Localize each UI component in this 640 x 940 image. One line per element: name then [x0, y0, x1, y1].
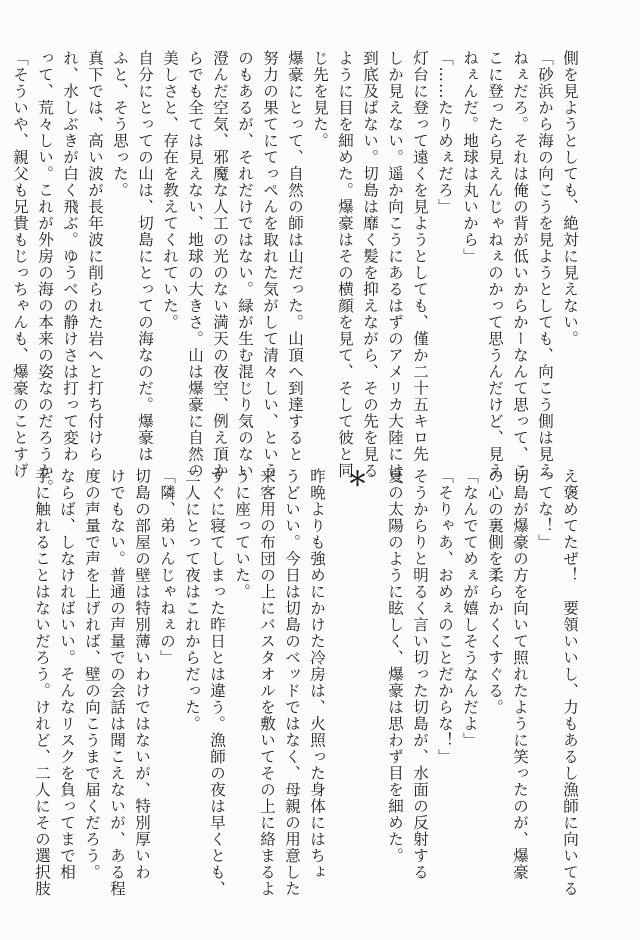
- text-line: うに座っていた。: [233, 468, 251, 600]
- text-line: れ、水しぶきが白く飛ぶ。ゆうべの静けさは打って変わ: [61, 50, 79, 463]
- text-line: 夏の太陽のように眩しく、爆豪は思わず目を細めた。: [386, 468, 404, 864]
- text-line: 側を見ようとしても、絶対に見えない。: [561, 50, 579, 347]
- text-line: じ先を見た。: [311, 50, 329, 149]
- text-line: 灯台に登って遠くを見ようとしても、僅か二十五キロ先: [411, 50, 429, 463]
- text-line: のもあるが、それだけではない。緑が生む混じり気のない: [236, 50, 254, 479]
- text-line: の心の裏側を柔らかくくすぐる。: [486, 468, 504, 716]
- text-block-top: [11, 50, 582, 496]
- text-line: ねぇんだ。地球は丸いから」: [461, 50, 479, 265]
- text-line: 美しさと、存在を教えてくれていた。: [161, 50, 179, 331]
- text-line: 二人にとって夜はこれからだった。: [183, 468, 201, 732]
- text-line: 努力の果てにてっぺんを取れた気がして清々しい、という: [261, 50, 279, 479]
- text-line: うどいい。今日は切島のベッドではなく、母親の用意した: [283, 468, 301, 897]
- text-line: けでもない。普通の声量での会話は聞こえないが、ある程: [108, 468, 126, 897]
- text-line: 手に触れることはないだろう。けれど、二人にその選択肢: [33, 468, 51, 897]
- text-line: 到底及ばない。切島は靡く髪を抑えながら、その先を見る: [361, 50, 379, 479]
- text-line: 切島の部屋の壁は特別薄いわけではないが、特別厚いわ: [133, 468, 151, 881]
- text-line: って、荒々しい。これが外房の海の本来の姿なのだろうか。: [36, 50, 54, 496]
- text-line: 「そういや、親父も兄貴もじっちゃんも、爆豪のことすげ: [11, 50, 29, 479]
- text-line: 来客用の布団の上にバスタオルを敷いてその上に絡まるよ: [258, 468, 276, 897]
- text-line: 「……たりめぇだろ」: [436, 50, 454, 215]
- text-line: ってな！」: [536, 468, 554, 551]
- text-block-bottom: [33, 468, 582, 897]
- text-line: 「なんでてめぇが嬉しそうなんだよ」: [461, 468, 479, 749]
- text-line: ように目を細めた。爆豪はその横顔を見て、そして彼と同: [336, 50, 354, 479]
- text-line: らでも全ては見えない、地球の大きさ。山は爆豪に自然の: [186, 50, 204, 479]
- text-line: 切島が爆豪の方を向いて照れたように笑ったのが、爆豪: [511, 468, 529, 881]
- text-line: こに登ったら見えんじゃねぇのかって思うんだけど、見え: [486, 50, 504, 479]
- text-line: 度の声量で声を上げれば、壁の向こうまで届くだろう。: [83, 468, 101, 881]
- text-line: そうからりと明るく言い切った切島が、水面の反射する: [411, 468, 429, 881]
- text-line: え褒めてたぜ！ 要領いいし、力もあるし漁師に向いてる: [561, 468, 579, 897]
- text-line: 自分にとっての山は、切島にとっての海なのだ。爆豪は: [136, 50, 154, 463]
- blank-line: [329, 468, 343, 880]
- text-line: 澄んだ空気、邪魔な人工の光のない満天の夜空、例え頂か: [211, 50, 229, 479]
- text-line: ふと、そう思った。: [111, 50, 129, 199]
- text-line: 「そりゃあ、おめぇのことだからな！」: [436, 468, 454, 765]
- text-line: 昨晩よりも強めにかけた冷房は、火照った身体にはちょ: [308, 468, 326, 881]
- text-line: すぐに寝てしまった昨日とは違う。漁師の夜は早くとも、: [208, 468, 226, 897]
- text-line: 「砂浜から海の向こうを見ようとしても、向こう側は見え: [536, 50, 554, 479]
- section-break-asterisk: ＊: [344, 468, 368, 489]
- text-line: 「隣、弟いんじゃねぇの」: [158, 468, 176, 666]
- text-line: 真下では、高い波が長年波に削られた岩へと打ち付けら: [86, 50, 104, 463]
- text-line: ねぇだろ。それは俺の背が低いからかーなんて思って、こ: [511, 50, 529, 479]
- text-line: ならば、しなければいい。そんなリスクを負ってまで相: [58, 468, 76, 881]
- blank-line: [368, 468, 382, 880]
- text-line: 爆豪にとって、自然の師は山だった。山頂へ到達すると: [286, 50, 304, 463]
- text-line: しか見えない。遥か向こうにあるはずのアメリカ大陸には、: [386, 50, 404, 496]
